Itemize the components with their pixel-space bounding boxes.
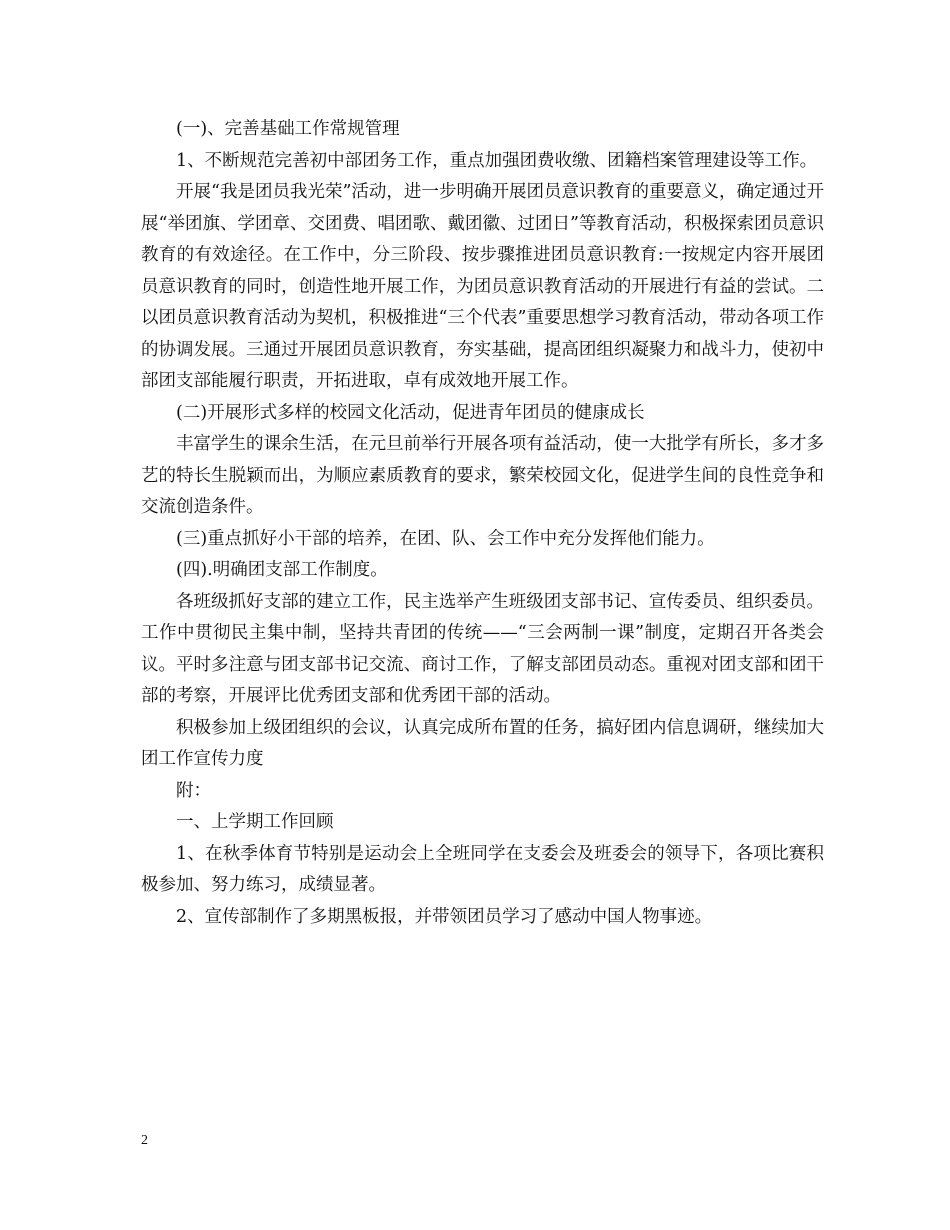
paragraph: 各班级抓好支部的建立工作，民主选举产生班级团支部书记、宣传委员、组织委员。工作中贯彻民主集中制，坚持共青团的传统——“三会两制一课”制度，定期召开各类会议。平时多注意与团支部书记交流、商讨工作，了解支部团员动态。重视对团支部和团干部的考察，开展评比优秀团支部和优秀团干部的活动。 <box>141 591 824 706</box>
appendix-label: 附： <box>176 780 211 801</box>
document-body <box>141 114 824 933</box>
paragraph: 开展“我是团员我光荣”活动，进一步明确开展团员意识教育的重要意义，确定通过开展“举团旗、学团章、交团费、唱团歌、戴团徽、过团日”等教育活动，积极探索团员意识教育的有效途径。在工作中，分三阶段、按步骤推进团员意识教育:一按规定内容开展团员意识教育的同时，创造性地开展工作，为团员意识教育活动的开展进行有益的尝试。二以团员意识教育活动为契机，积极推进“三个代表”重要思想学习教育活动，带动各项工作的协调发展。三通过开展团员意识教育，夯实基础，提高团组织凝聚力和战斗力，使初中部团支部能履行职责，开拓进取，卓有成效地开展工作。 <box>141 182 824 391</box>
page-number: 2 <box>141 1133 148 1148</box>
section-heading-review: 一、上学期工作回顾 <box>176 812 334 832</box>
paragraph: 1、不断规范完善初中部团务工作，重点加强团费收缴、团籍档案管理建设等工作。 <box>176 150 818 171</box>
paragraph: 丰富学生的课余生活，在元旦前举行开展各项有益活动，使一大批学有所长，多才多艺的特长生脱颖而出，为顺应素质教育的要求，繁荣校园文化，促进学生间的良性竞争和交流创造条件。 <box>141 434 824 517</box>
section-heading-1: (一)、完善基础工作常规管理 <box>176 119 400 139</box>
paragraph: 2、宣传部制作了多期黑板报，并带领团员学习了感动中国人物事迹。 <box>176 906 713 927</box>
section-heading-4: (四).明确团支部工作制度。 <box>176 560 388 580</box>
paragraph: 1、在秋季体育节特别是运动会上全班同学在支委会及班委会的领导下，各项比赛积极参加、努力练习，成绩显著。 <box>141 843 824 895</box>
paragraph: 积极参加上级团组织的会议，认真完成所布置的任务，搞好团内信息调研，继续加大团工作宣传力度 <box>141 717 824 769</box>
section-heading-3: (三)重点抓好小干部的培养，在团、队、会工作中充分发挥他们能力。 <box>176 528 715 549</box>
section-heading-2: (二)开展形式多样的校园文化活动，促进青年团员的健康成长 <box>176 402 645 423</box>
